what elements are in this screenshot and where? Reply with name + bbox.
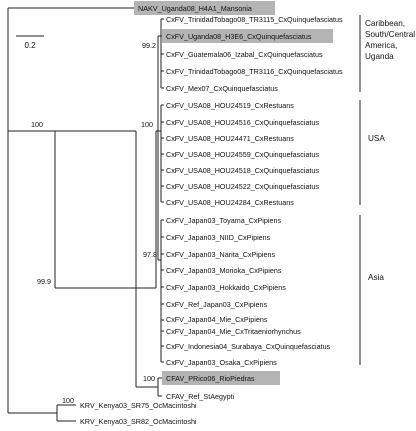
taxon-label: NAKV_Uganda08_H4A1_Mansonia bbox=[138, 4, 252, 13]
clade-labels bbox=[365, 19, 415, 282]
taxon-label: CFAV_Ref_StAegypti bbox=[166, 392, 235, 401]
taxon-label: CxFV_Japan03_Narita_CxPipiens bbox=[166, 250, 276, 259]
taxon-label: CFAV_PRico06_RioPiedras bbox=[166, 374, 255, 383]
taxon-label: CxFV_Japan03_Hokkaido_CxPipiens bbox=[166, 283, 286, 292]
clade-label-americas: America, bbox=[365, 41, 398, 50]
taxon-label: CxFV_Ref_Japan03_CxPipiens bbox=[166, 300, 268, 309]
clade-label-asia: Asia bbox=[368, 273, 384, 282]
taxon-label: CxFV_USA08_HOU24284_CxRestuans bbox=[166, 198, 294, 207]
scale-bar bbox=[16, 36, 44, 50]
taxon-label: CxFV_USA08_HOU24519_CxRestuans bbox=[166, 101, 294, 110]
clade-label-americas: Uganda bbox=[365, 52, 394, 61]
taxon-label: KRV_Kenya03_SR82_OcMacintoshi bbox=[80, 417, 197, 426]
taxon-label: CxFV_USA08_HOU24471_CxRestuans bbox=[166, 134, 294, 143]
taxon-label: CxFV_Guatemala06_Izabal_CxQuinquefasciatus bbox=[166, 50, 323, 59]
taxon-label: CxFV_USA08_HOU24559_CxQuinquefasciatus bbox=[166, 150, 320, 159]
taxon-label: CxFV_USA08_HOU24522_CxQuinquefasciatus bbox=[166, 182, 320, 191]
bootstrap-value: 100 bbox=[141, 120, 153, 129]
bootstrap-value: 99.9 bbox=[37, 277, 51, 286]
taxon-label: KRV_Kenya03_SR75_OcMacintoshi bbox=[80, 401, 197, 410]
bootstrap-value: 100 bbox=[62, 396, 74, 405]
bootstrap-value: 99.2 bbox=[142, 41, 156, 50]
taxon-label: CxFV_Japan03_NIID_CxPipiens bbox=[166, 233, 271, 242]
taxon-label: CxFV_Japan04_Mie_CxTritaeniorhynchus bbox=[166, 327, 301, 336]
bootstrap-value: 100 bbox=[31, 120, 43, 129]
taxon-label: CxFV_TrinidadTobago08_TR3116_CxQuinquefasciatus bbox=[166, 67, 343, 76]
bootstrap-value: 97.8 bbox=[143, 250, 157, 259]
taxon-label: CxFV_Indonesia04_Surabaya_CxQuinquefasciatus bbox=[166, 342, 331, 351]
taxon-label: CxFV_Japan03_Toyama_CxPipiens bbox=[166, 216, 282, 225]
taxon-label: CxFV_USA08_HOU24516_CxQuinquefasciatus bbox=[166, 118, 320, 127]
taxon-label: CxFV_Japan03_Morioka_CxPipiens bbox=[166, 266, 282, 275]
clade-label-usa: USA bbox=[368, 134, 385, 143]
scale-bar-label: 0.2 bbox=[24, 41, 36, 50]
taxon-label: CxFV_USA08_HOU24518_CxQuinquefasciatus bbox=[166, 166, 320, 175]
taxon-labels bbox=[80, 4, 343, 426]
taxon-label: CxFV_Japan03_Osaka_CxPipiens bbox=[166, 358, 277, 367]
clade-label-americas: Caribbean, bbox=[365, 19, 406, 28]
bootstrap-labels bbox=[31, 41, 157, 405]
taxon-label: CxFV_Japan04_Mie_CxPipiens bbox=[166, 315, 268, 324]
taxon-label: CxFV_TrinidadTobago08_TR3115_CxQuinquefasciatus bbox=[166, 15, 343, 24]
bootstrap-value: 100 bbox=[143, 374, 155, 383]
taxon-label: CxFV_Mex07_CxQuinquefasciatus bbox=[166, 84, 278, 93]
clade-label-americas: South/Central bbox=[365, 30, 416, 39]
taxon-label: CxFV_Uganda08_H3E6_CxQuinquefasciatus bbox=[166, 32, 312, 41]
